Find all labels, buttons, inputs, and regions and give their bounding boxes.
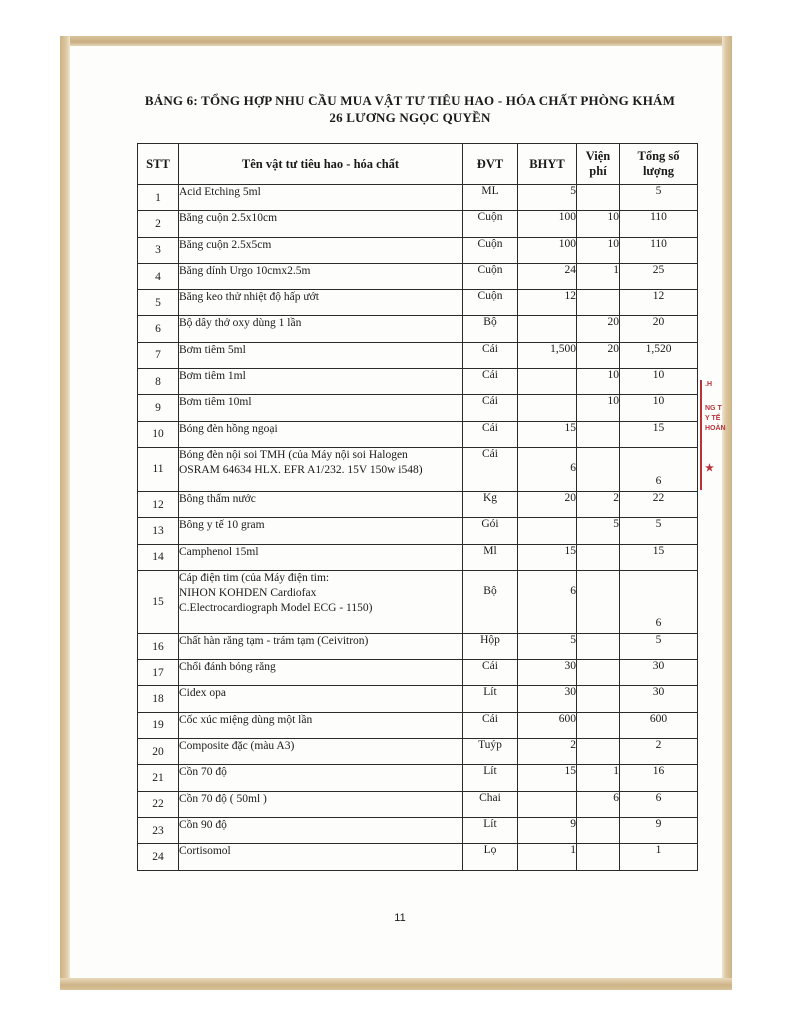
cell-bhyt: 12 [518, 290, 577, 316]
cell-name-line1: Cáp điện tim (của Máy điện tim: [179, 571, 330, 584]
cell-name: Cortisomol [179, 844, 463, 870]
cell-name: Camphenol 15ml [179, 544, 463, 570]
header-name: Tên vật tư tiêu hao - hóa chất [179, 144, 463, 185]
cell-total: 1 [620, 844, 698, 870]
cell-vien-phi [577, 633, 620, 659]
cell-stt: 7 [138, 342, 179, 368]
cell-unit: Chai [463, 791, 518, 817]
stamp-text-4: HOÀN [705, 425, 726, 432]
cell-stt: 2 [138, 211, 179, 237]
cell-bhyt: 9 [518, 817, 577, 843]
table-row [138, 211, 698, 237]
cell-name: Cồn 90 độ [179, 817, 463, 843]
cell-stt: 16 [138, 633, 179, 659]
wood-background-left [60, 36, 70, 990]
cell-stt: 12 [138, 491, 179, 517]
table-row [138, 237, 698, 263]
cell-unit: Cuộn [463, 237, 518, 263]
cell-vien-phi: 2 [577, 491, 620, 517]
cell-unit: Tuýp [463, 739, 518, 765]
cell-name: Bông thấm nước [179, 491, 463, 517]
cell-vien-phi [577, 544, 620, 570]
cell-name: Bóng đèn hồng ngoại [179, 421, 463, 447]
cell-unit: Cuộn [463, 211, 518, 237]
cell-vien-phi: 20 [577, 342, 620, 368]
cell-stt: 17 [138, 660, 179, 686]
cell-vien-phi [577, 712, 620, 738]
cell-stt: 13 [138, 518, 179, 544]
cell-name [179, 570, 463, 633]
cell-unit: Lít [463, 686, 518, 712]
cell-bhyt: 15 [518, 421, 577, 447]
header-vien-phi [577, 144, 620, 185]
cell-name: Cidex opa [179, 686, 463, 712]
cell-stt: 15 [138, 570, 179, 633]
cell-unit: Hộp [463, 633, 518, 659]
cell-stt: 19 [138, 712, 179, 738]
cell-total: 6 [620, 791, 698, 817]
cell-total: 10 [620, 395, 698, 421]
cell-bhyt: 600 [518, 712, 577, 738]
cell-bhyt: 15 [518, 765, 577, 791]
cell-stt: 5 [138, 290, 179, 316]
cell-vien-phi [577, 570, 620, 633]
header-vien-phi-line1: Viện [585, 149, 611, 163]
cell-total: 16 [620, 765, 698, 791]
cell-total: 5 [620, 185, 698, 211]
red-stamp-edge [700, 380, 729, 490]
cell-vien-phi [577, 686, 620, 712]
table-row [138, 570, 698, 633]
cell-name: Băng cuộn 2.5x10cm [179, 211, 463, 237]
cell-bhyt: 1 [518, 844, 577, 870]
cell-bhyt: 1,500 [518, 342, 577, 368]
cell-bhyt: 100 [518, 237, 577, 263]
cell-total: 600 [620, 712, 698, 738]
cell-stt: 21 [138, 765, 179, 791]
table-row [138, 421, 698, 447]
stamp-text-2: NG T [705, 405, 722, 412]
cell-total: 20 [620, 316, 698, 342]
cell-total: 30 [620, 686, 698, 712]
cell-stt: 3 [138, 237, 179, 263]
cell-bhyt: 30 [518, 660, 577, 686]
table-row [138, 844, 698, 870]
table-row [138, 712, 698, 738]
cell-bhyt: 6 [518, 570, 577, 633]
wood-background-bottom [60, 978, 732, 990]
cell-stt: 4 [138, 263, 179, 289]
table-row [138, 660, 698, 686]
header-unit: ĐVT [463, 144, 518, 185]
cell-vien-phi [577, 447, 620, 491]
table-row [138, 765, 698, 791]
cell-unit: Bộ [463, 570, 518, 633]
header-stt: STT [138, 144, 179, 185]
table-row [138, 686, 698, 712]
cell-total: 6 [620, 447, 698, 491]
header-total [620, 144, 698, 185]
cell-unit: Cái [463, 447, 518, 491]
cell-unit: Cái [463, 342, 518, 368]
cell-vien-phi [577, 185, 620, 211]
cell-bhyt: 6 [518, 447, 577, 491]
cell-stt: 18 [138, 686, 179, 712]
supplies-table [137, 143, 698, 871]
cell-unit: ML [463, 185, 518, 211]
cell-name: Băng cuộn 2.5x5cm [179, 237, 463, 263]
cell-bhyt: 15 [518, 544, 577, 570]
cell-name: Bơm tiêm 5ml [179, 342, 463, 368]
cell-total: 15 [620, 421, 698, 447]
cell-unit: Cái [463, 369, 518, 395]
table-row [138, 544, 698, 570]
table-row [138, 263, 698, 289]
cell-vien-phi: 5 [577, 518, 620, 544]
header-bhyt: BHYT [518, 144, 577, 185]
cell-unit: Kg [463, 491, 518, 517]
cell-stt: 10 [138, 421, 179, 447]
cell-name: Bộ dây thở oxy dùng 1 lần [179, 316, 463, 342]
table-row [138, 633, 698, 659]
cell-total: 15 [620, 544, 698, 570]
cell-bhyt [518, 316, 577, 342]
header-total-line2: lượng [642, 164, 675, 178]
wood-background-top [60, 36, 732, 46]
cell-vien-phi: 10 [577, 211, 620, 237]
cell-unit: Gói [463, 518, 518, 544]
cell-stt: 23 [138, 817, 179, 843]
cell-vien-phi [577, 290, 620, 316]
cell-total: 22 [620, 491, 698, 517]
cell-name-line1: Bóng đèn nội soi TMH (của Máy nội soi Halogen [179, 448, 408, 461]
table-row [138, 369, 698, 395]
table-row [138, 290, 698, 316]
cell-name: Composite đặc (màu A3) [179, 739, 463, 765]
cell-unit: Cái [463, 660, 518, 686]
cell-vien-phi: 6 [577, 791, 620, 817]
cell-vien-phi: 1 [577, 765, 620, 791]
cell-unit: Cuộn [463, 290, 518, 316]
cell-unit: Cái [463, 421, 518, 447]
cell-stt: 11 [138, 447, 179, 491]
title-line-2: 26 LƯƠNG NGỌC QUYỀN [329, 110, 491, 125]
cell-total: 6 [620, 570, 698, 633]
cell-total: 110 [620, 237, 698, 263]
cell-name: Bơm tiêm 10ml [179, 395, 463, 421]
cell-unit: Lít [463, 817, 518, 843]
cell-vien-phi [577, 817, 620, 843]
cell-stt: 9 [138, 395, 179, 421]
table-row [138, 739, 698, 765]
cell-bhyt [518, 395, 577, 421]
cell-name: Bông y tế 10 gram [179, 518, 463, 544]
cell-total: 2 [620, 739, 698, 765]
cell-stt: 1 [138, 185, 179, 211]
cell-stt: 24 [138, 844, 179, 870]
cell-bhyt: 2 [518, 739, 577, 765]
table-header-row [138, 144, 698, 185]
table-row [138, 395, 698, 421]
cell-total: 110 [620, 211, 698, 237]
cell-bhyt: 20 [518, 491, 577, 517]
cell-stt: 8 [138, 369, 179, 395]
cell-bhyt [518, 369, 577, 395]
cell-name: Bơm tiêm 1ml [179, 369, 463, 395]
cell-vien-phi [577, 739, 620, 765]
cell-stt: 22 [138, 791, 179, 817]
page-number: 11 [394, 912, 406, 924]
wood-background-right [722, 36, 732, 990]
cell-unit: Cái [463, 712, 518, 738]
table-row [138, 817, 698, 843]
cell-name: Chất hàn răng tạm - trám tạm (Ceivitron) [179, 633, 463, 659]
cell-unit: Ml [463, 544, 518, 570]
cell-name: Cốc xúc miệng dùng một lần [179, 712, 463, 738]
cell-name: Acid Etching 5ml [179, 185, 463, 211]
cell-unit: Lọ [463, 844, 518, 870]
cell-bhyt [518, 791, 577, 817]
cell-bhyt: 5 [518, 185, 577, 211]
header-vien-phi-line2: phí [589, 164, 607, 178]
cell-name [179, 447, 463, 491]
cell-vien-phi: 1 [577, 263, 620, 289]
table-row [138, 447, 698, 491]
header-total-line1: Tổng số [637, 149, 680, 163]
cell-unit: Lít [463, 765, 518, 791]
cell-stt: 6 [138, 316, 179, 342]
table-row [138, 491, 698, 517]
cell-total: 9 [620, 817, 698, 843]
cell-name: Cồn 70 độ ( 50ml ) [179, 791, 463, 817]
cell-bhyt: 30 [518, 686, 577, 712]
cell-name: Băng dính Urgo 10cmx2.5m [179, 263, 463, 289]
title-line-1: BẢNG 6: TỔNG HỢP NHU CẦU MUA VẬT TƯ TIÊU HAO - HÓA CHẤT PHÒNG KHÁM [144, 93, 676, 108]
cell-total: 10 [620, 369, 698, 395]
table-row [138, 185, 698, 211]
cell-name-line2: OSRAM 64634 HLX. EFR A1/232. 15V 150w i548) [179, 463, 423, 476]
cell-vien-phi: 10 [577, 237, 620, 263]
cell-total: 5 [620, 633, 698, 659]
cell-bhyt: 24 [518, 263, 577, 289]
stamp-text-3: Y TẾ [705, 415, 721, 422]
cell-stt: 20 [138, 739, 179, 765]
stamp-text-1: .H [705, 381, 712, 388]
cell-vien-phi [577, 844, 620, 870]
cell-name-line3: C.Electrocardiograph Model ECG - 1150) [179, 601, 373, 614]
cell-total: 12 [620, 290, 698, 316]
cell-vien-phi [577, 421, 620, 447]
cell-vien-phi: 10 [577, 395, 620, 421]
cell-name-line2: NIHON KOHDEN Cardiofax [179, 586, 317, 599]
cell-vien-phi [577, 660, 620, 686]
stamp-star-icon: ★ [705, 463, 714, 474]
cell-name: Chổi đánh bóng răng [179, 660, 463, 686]
cell-total: 25 [620, 263, 698, 289]
cell-bhyt [518, 518, 577, 544]
cell-name: Băng keo thử nhiệt độ hấp ướt [179, 290, 463, 316]
cell-bhyt: 5 [518, 633, 577, 659]
table-row [138, 518, 698, 544]
cell-total: 1,520 [620, 342, 698, 368]
cell-vien-phi: 10 [577, 369, 620, 395]
document-title [120, 92, 700, 126]
cell-total: 5 [620, 518, 698, 544]
cell-stt: 14 [138, 544, 179, 570]
table-row [138, 342, 698, 368]
table-row [138, 316, 698, 342]
cell-unit: Cuộn [463, 263, 518, 289]
cell-bhyt: 100 [518, 211, 577, 237]
cell-name: Cồn 70 độ [179, 765, 463, 791]
table-row [138, 791, 698, 817]
cell-unit: Bộ [463, 316, 518, 342]
cell-total: 30 [620, 660, 698, 686]
cell-unit: Cái [463, 395, 518, 421]
cell-vien-phi: 20 [577, 316, 620, 342]
